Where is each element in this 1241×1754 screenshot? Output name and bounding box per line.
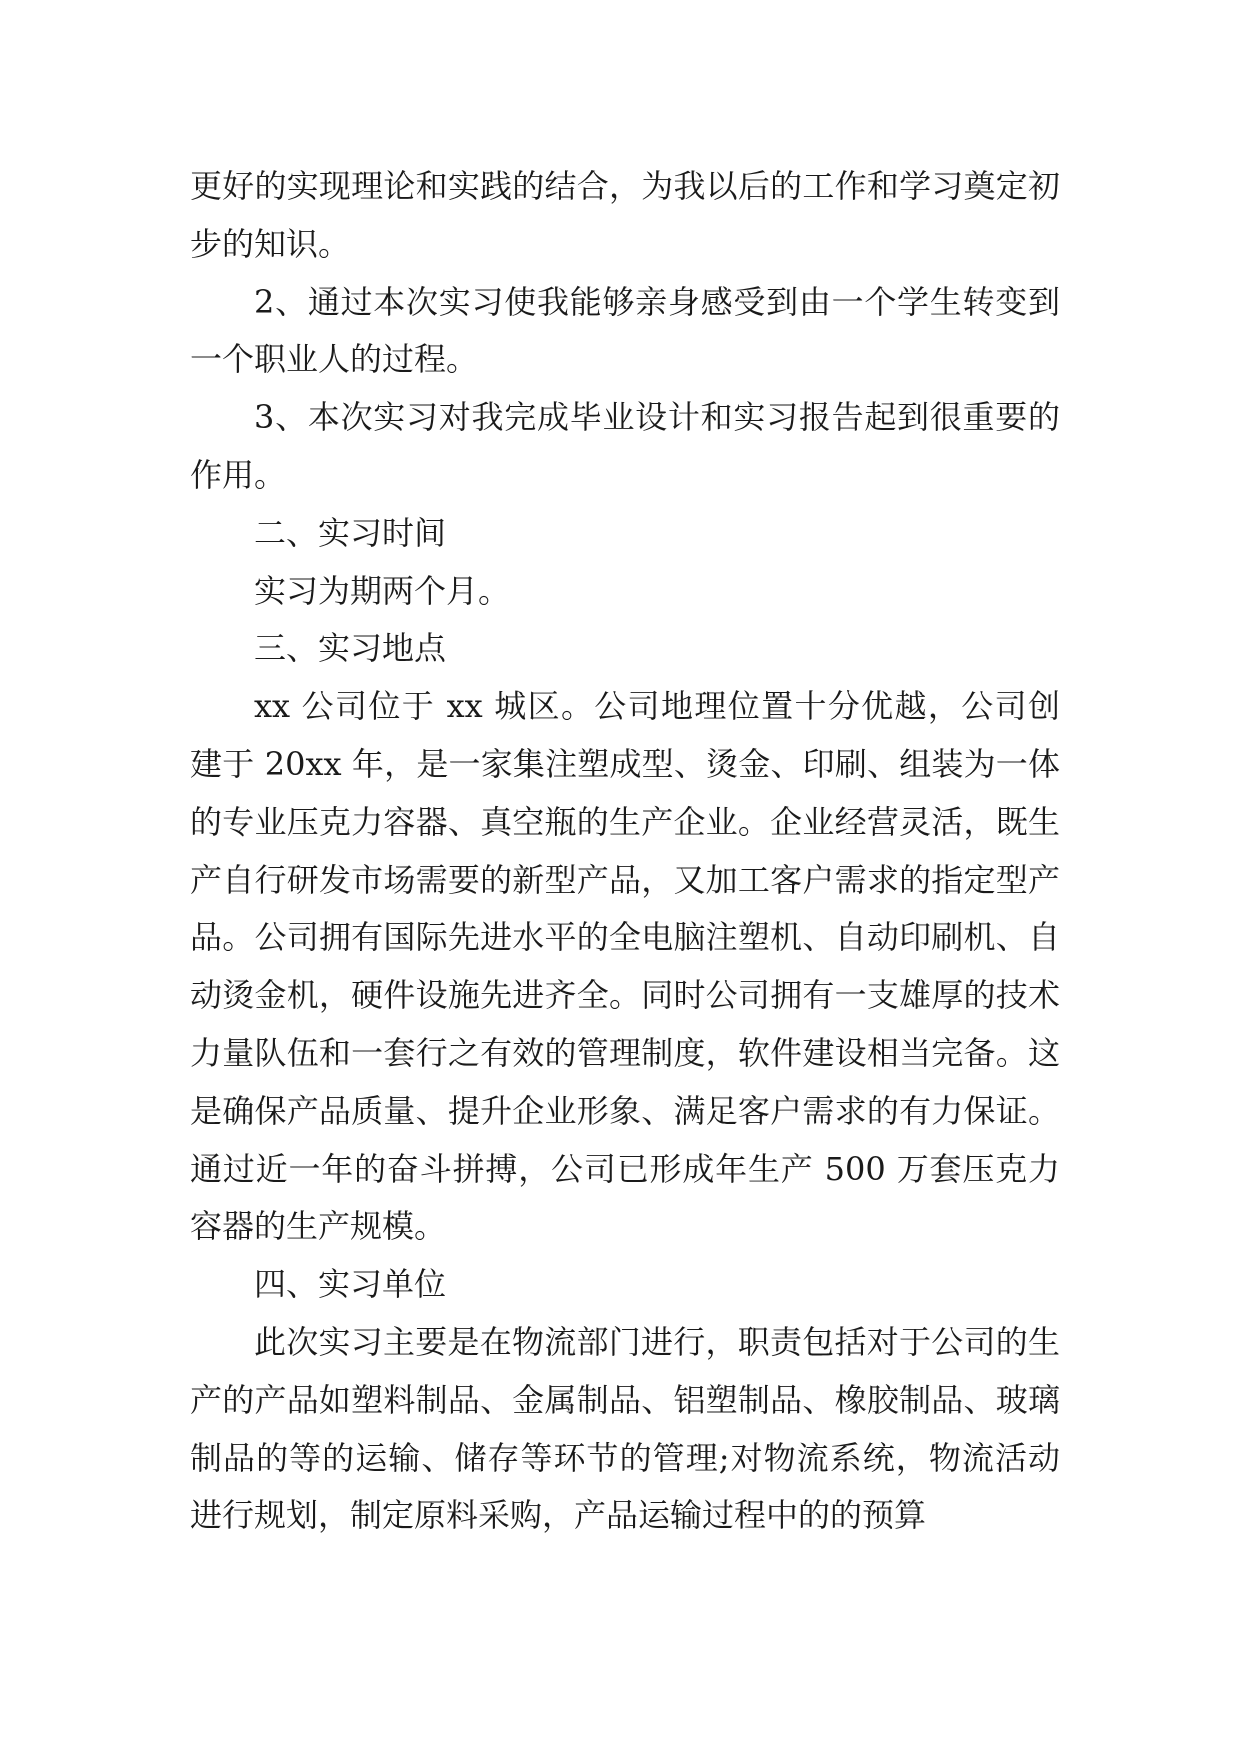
paragraph-internship-time: 实习为期两个月。	[254, 571, 511, 610]
document-body	[190, 158, 1060, 1545]
heading-internship-unit: 四、实习单位	[254, 1265, 447, 1304]
paragraph-internship-location: xx 公司位于 xx 城区。公司地理位置十分优越，公司创建于 20xx 年，是一家集注塑成型、烫金、印刷、组装为一体的专业压克力容器、真空瓶的生产企业。企业经营灵活，既生产自行研发市场需要的新型产品，又加工客户需求的指定型产品。公司拥有国际先进水平的全电脑注塑机、自动印刷机、自动烫金机，硬件设施先进齐全。同时公司拥有一支雄厚的技术力量队伍和一套行之有效的管理制度，软件建设相当完备。这是确保产品质量、提升企业形象、满足客户需求的有力保证。通过近一年的奋斗拼搏，公司已形成年生产 500 万套压克力容器的生产规模。	[190, 687, 1060, 1246]
paragraph-internship-unit: 此次实习主要是在物流部门进行，职责包括对于公司的生产的产品如塑料制品、金属制品、铝塑制品、橡胶制品、玻璃制品的等的运输、储存等环节的管理;对物流系统，物流活动进行规划，制定原料采购，产品运输过程中的的预算	[190, 1322, 1060, 1535]
heading-internship-time: 二、实习时间	[254, 513, 447, 552]
paragraph-objective-3: 3、本次实习对我完成毕业设计和实习报告起到很重要的作用。	[190, 398, 1060, 494]
paragraph-objective-continued: 更好的实现理论和实践的结合，为我以后的工作和学习奠定初步的知识。	[190, 167, 1060, 263]
paragraph-objective-2: 2、通过本次实习使我能够亲身感受到由一个学生转变到一个职业人的过程。	[190, 282, 1060, 379]
heading-internship-location: 三、实习地点	[254, 629, 447, 668]
